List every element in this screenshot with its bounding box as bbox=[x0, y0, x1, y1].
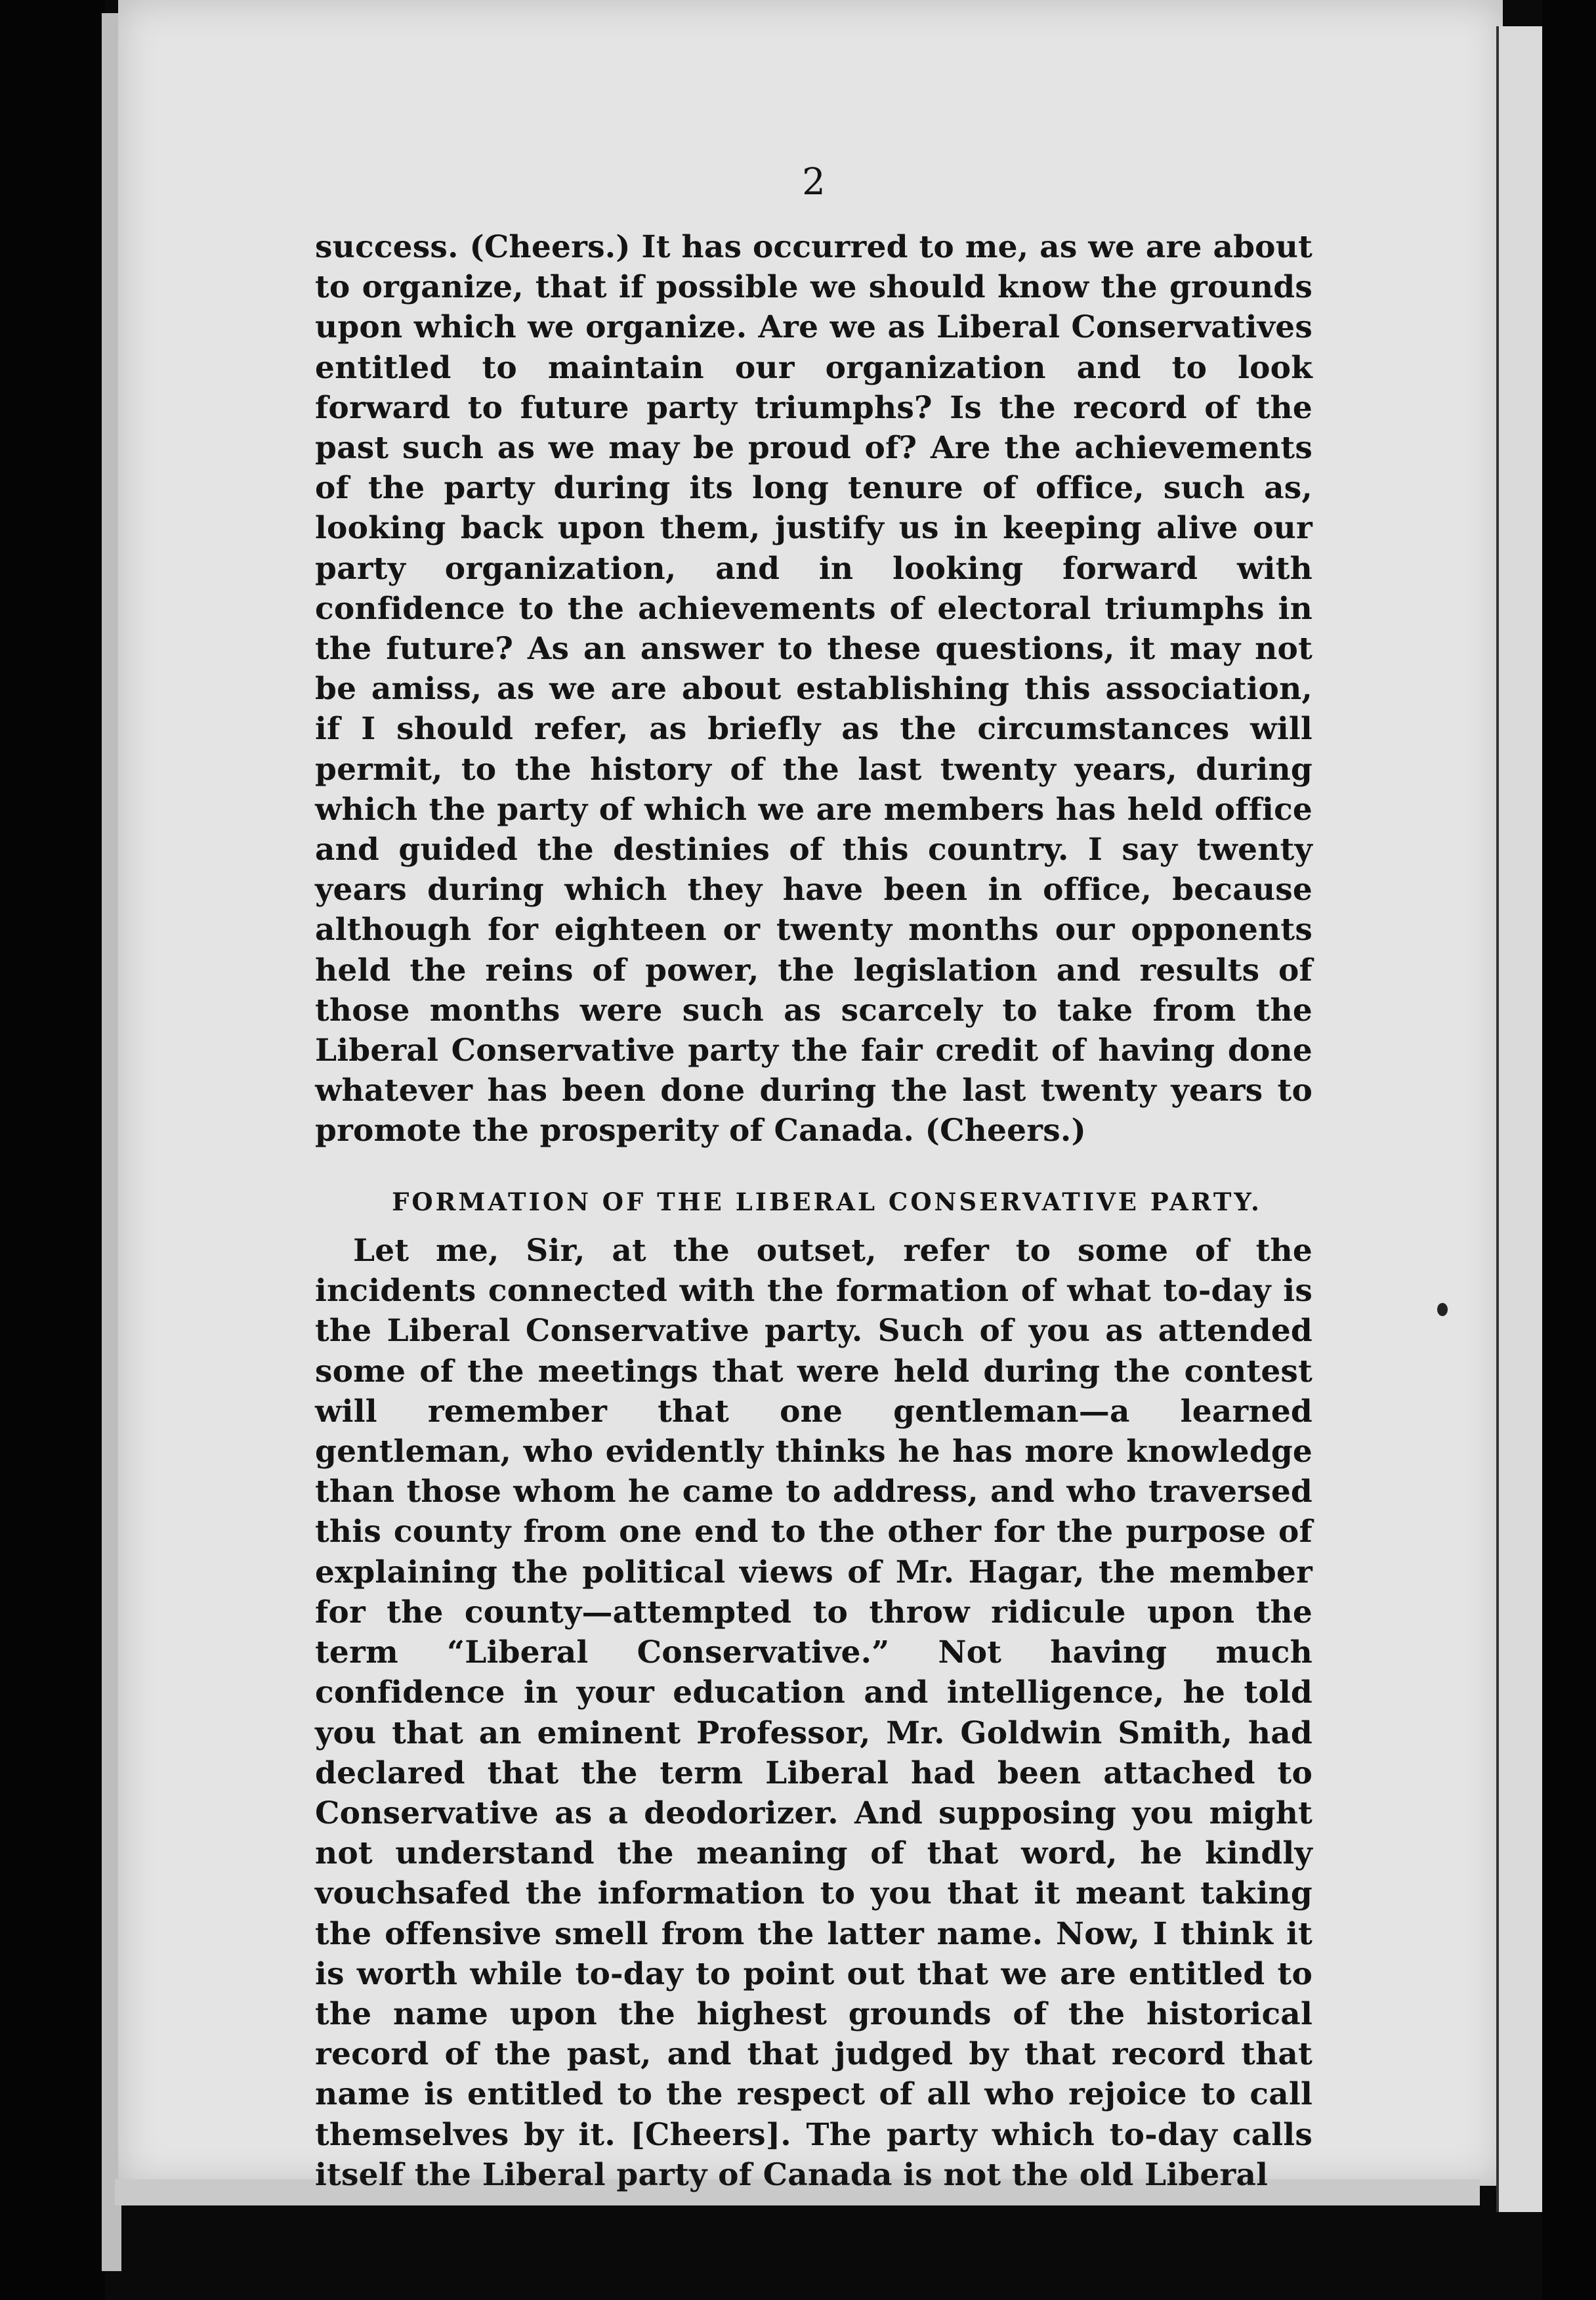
body-paragraph-2: Let me, Sir, at the outset, refer to some of the incidents connected with the formation of what to-day is the Liberal Conservative party. Such of you as attended some of the meetings that were held during the contest will remember that one gentleman—a learned gentleman, who evidently thinks he has more knowledge than those whom he came to address, and who traversed this county from one end to the other for the purpose of explaining the political views of Mr. Hagar, the member for the county—attempted to throw ridicule upon the term “Liberal Conservative.” Not having much confidence in your education and intelligence, he told you that an eminent Professor, Mr. Goldwin Smith, had declared that the term Liberal had been attached to Conservative as a deodorizer. And supposing you might not understand the meaning of that word, he kindly vouchsafed the information to you that it meant taking the offensive smell from the latter name. Now, I think it is worth while to-day to point out that we are entitled to the name upon the highest grounds of the historical record of the past, and that judged by that record that name is entitled to the respect of all who rejoice to call themselves by it. [Cheers]. The party which to-day calls itself the Liberal party of Canada is not the old Liberal bbox=[315, 1233, 1312, 2193]
scan-border-right bbox=[1542, 0, 1596, 2300]
body-paragraph-1: success. (Cheers.) It has occurred to me, as we are about to organize, that if possible we should know the grounds upon which we organize. Are we as Liberal Conservatives entitled to maintain our organization and to look forward to future party triumphs? Is the record of the past such as we may be proud of? Are the achievements of the party during its long tenure of office, such as, looking back upon them, justify us in keeping alive our party organization, and in looking forward with confidence to the achievements of electoral triumphs in the future? As an answer to these questions, it may not be amiss, as we are about establishing this association, if I should refer, as briefly as the circumstances will permit, to the history of the last twenty years, during which the party of which we are members has held office and guided the destinies of this country. I say twenty years during which they have been in office, because although for eighteen or twenty months our opponents held the reins of power, the legislation and results of those months were such as scarcely to take from the Liberal Conservative party the fair credit of having done whatever has been done during the last twenty years to promote the prosperity of Canada. (Cheers.) bbox=[315, 229, 1312, 1149]
scan-border-left bbox=[0, 0, 105, 2300]
scan-edge-right bbox=[1496, 26, 1545, 2212]
page-number: 2 bbox=[802, 161, 826, 203]
page-content bbox=[315, 161, 1312, 2195]
ink-spot bbox=[1437, 1303, 1448, 1316]
section-heading: FORMATION OF THE LIBERAL CONSERVATIVE PARTY. bbox=[392, 1187, 1262, 1216]
